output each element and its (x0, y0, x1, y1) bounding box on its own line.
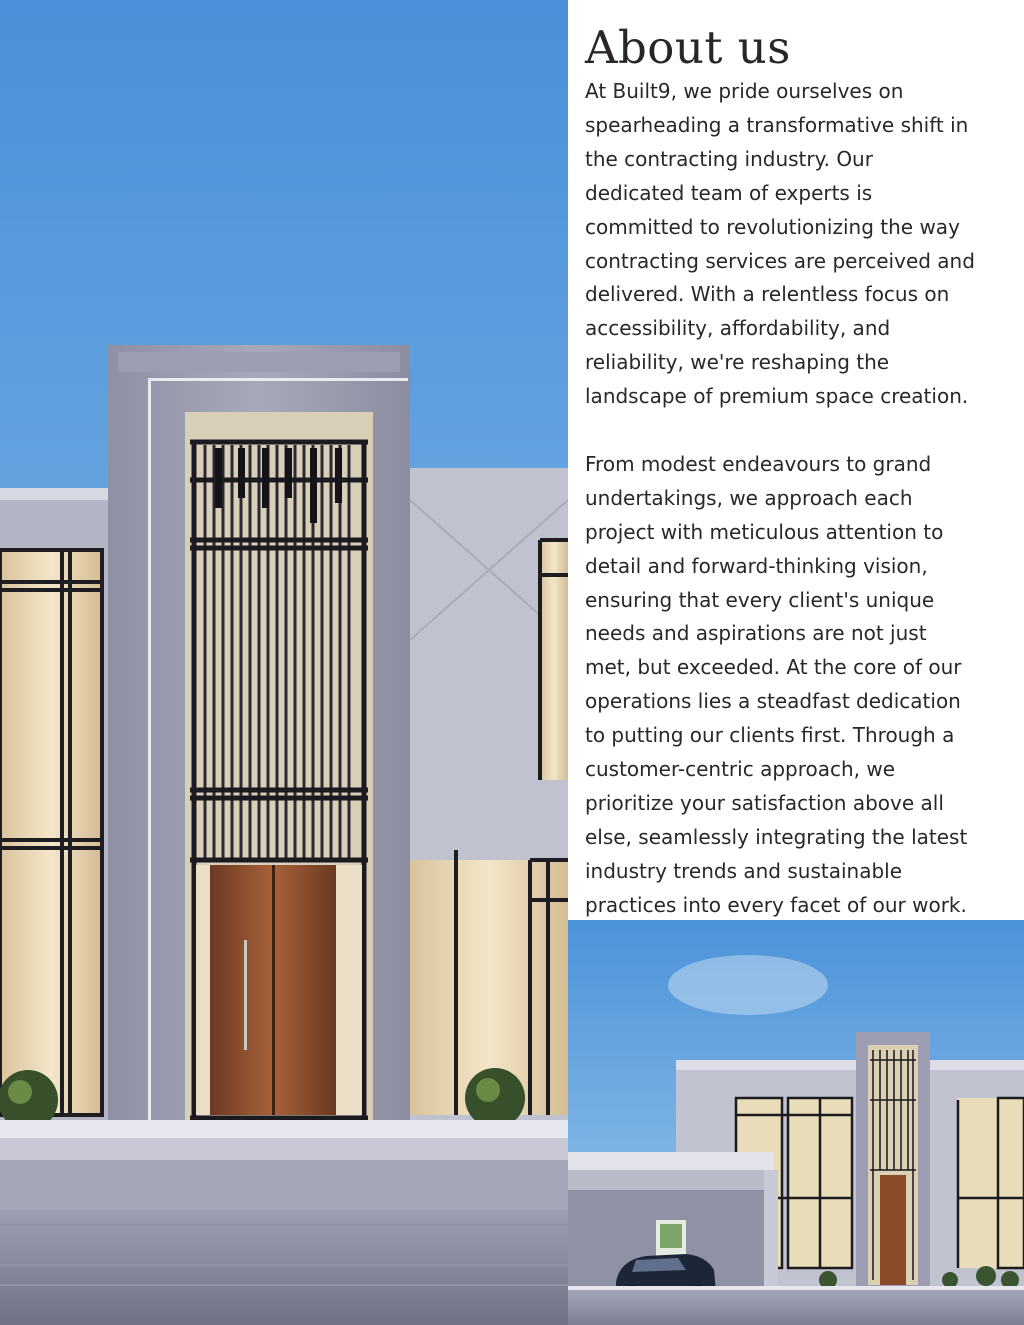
about-body (585, 75, 1015, 923)
about-paragraph-1: At Built9, we pride ourselves on spearheading a transformative shift in the contracting industry. Our dedicated team of experts is committed to revolutionizing the way contracting services are perceived and delivered. With a relentless focus on accessibility, affordability, and reliability, we're reshaping the landscape of premium space creation. (585, 79, 975, 409)
villa-exterior-photo (568, 920, 1024, 1325)
villa-exterior-illustration (568, 920, 1024, 1325)
about-paragraph-2: From modest endeavours to grand undertakings, we approach each project with meticulous attention to detail and forward-thinking vision, ensuring that every client's unique needs and aspirations are not just met, but exceeded. At the core of our operations lies a steadfast dedication to putting our clients first. Through a customer-centric approach, we prioritize your satisfaction above all else, seamlessly integrating the latest industry trends and sustainable practices into every facet of our work. (585, 451, 968, 917)
about-text-panel (568, 0, 1024, 920)
about-heading: About us (585, 21, 791, 74)
